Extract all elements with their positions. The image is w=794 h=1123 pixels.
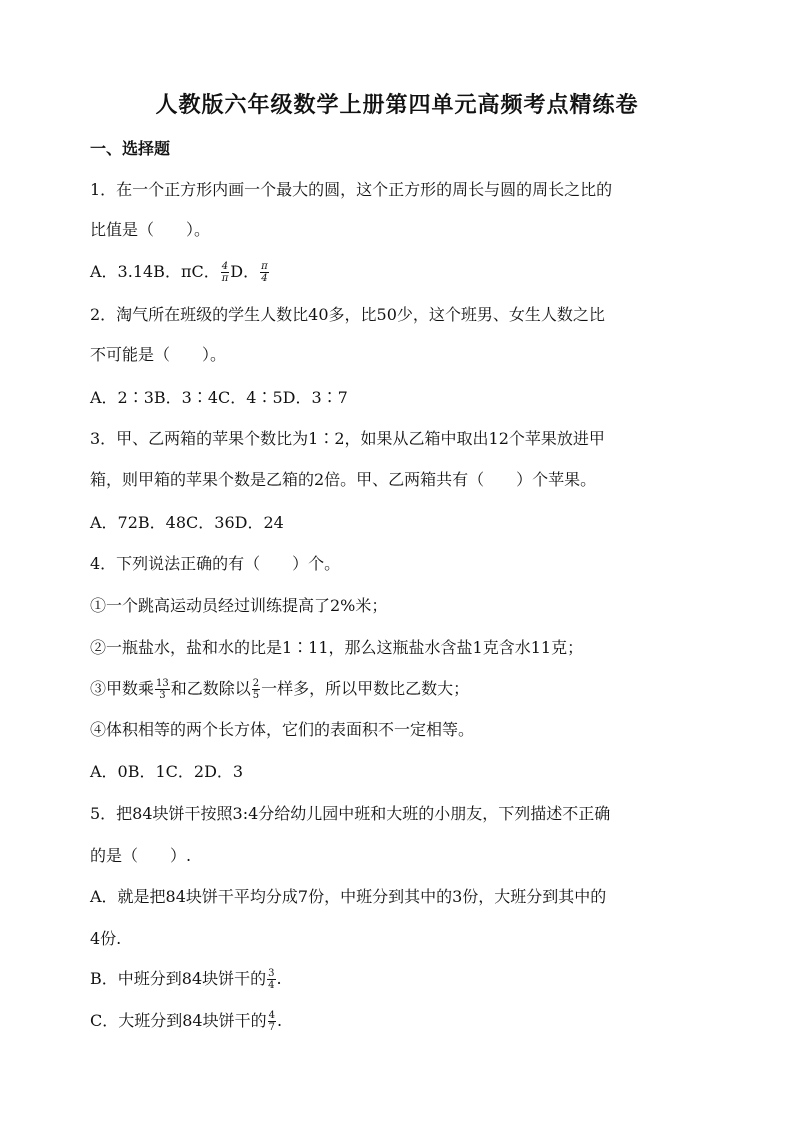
- q5-option-b-text: B．中班分到84块饼干的: [90, 969, 267, 988]
- q5-option-b-period: .: [276, 969, 282, 988]
- q5-option-c: [90, 1010, 282, 1033]
- q4-s3-text-b: 和乙数除以: [170, 679, 251, 698]
- fraction-denominator: 3: [159, 690, 166, 701]
- q4-stem: 4．下列说法正确的有（ ）个。: [90, 554, 341, 573]
- q4-s3-text-c: 一样多，所以甲数比乙数大；: [261, 679, 470, 698]
- q1-stem-line1: 1．在一个正方形内画一个最大的圆，这个正方形的周长与圆的周长之比的: [90, 180, 613, 199]
- q1-option-d-fraction: [260, 261, 269, 284]
- fraction-numerator: 4: [268, 1010, 275, 1021]
- q4-s3-text-a: ③甲数乘: [90, 679, 155, 698]
- q1-option-d-label: D．: [230, 262, 260, 281]
- q4-s3-fraction-1: [155, 678, 170, 701]
- q5-option-b: [90, 968, 282, 991]
- fraction-denominator: 7: [268, 1022, 275, 1033]
- fraction-denominator: 4: [261, 273, 268, 284]
- fraction-denominator: π: [221, 273, 229, 284]
- q1-options: [90, 261, 270, 284]
- q4-statement-4: ④体积相等的两个长方体，它们的表面积不一定相等。: [90, 720, 475, 739]
- q2-options: A．2∶3B．3∶4C．4∶5D．3∶7: [90, 388, 348, 407]
- section-heading: 一、选择题: [90, 139, 171, 158]
- q3-options: A．72B．48C．36D．24: [90, 513, 284, 532]
- q5-option-c-fraction: [268, 1010, 276, 1033]
- q2-stem-line1: 2．淘气所在班级的学生人数比40多，比50少，这个班男、女生人数之比: [90, 305, 605, 324]
- q4-statement-2: ②一瓶盐水，盐和水的比是1∶11，那么这瓶盐水含盐1克含水11克；: [90, 638, 584, 657]
- page-title: 人教版六年级数学上册第四单元高频考点精练卷: [155, 92, 639, 118]
- q4-s3-fraction-2: [252, 678, 260, 701]
- q5-option-c-text: C．大班分到84块饼干的: [90, 1011, 267, 1030]
- q5-option-a-line2: 4份.: [90, 929, 122, 948]
- q5-stem-line2: 的是（ ）.: [90, 846, 192, 865]
- q1-options-ab: A．3.14B．πC．: [90, 262, 220, 281]
- fraction-numerator: 4: [221, 261, 229, 272]
- fraction-numerator: 2: [252, 678, 260, 689]
- fraction-denominator: 4: [268, 980, 275, 991]
- q5-option-a-line1: A．就是把84块饼干平均分成7份，中班分到其中的3份，大班分到其中的: [90, 887, 607, 906]
- fraction-denominator: 5: [252, 690, 260, 701]
- q5-option-b-fraction: [267, 968, 275, 991]
- q3-stem-line2: 箱，则甲箱的苹果个数是乙箱的2倍。甲、乙两箱共有（ ）个苹果。: [90, 470, 597, 489]
- q2-stem-line2: 不可能是（ ）。: [90, 345, 227, 364]
- fraction-numerator: π: [261, 261, 268, 272]
- q3-stem-line1: 3．甲、乙两箱的苹果个数比为1∶2，如果从乙箱中取出12个苹果放进甲: [90, 429, 605, 448]
- fraction-numerator: 13: [156, 678, 169, 689]
- q4-statement-3: [90, 678, 469, 701]
- q4-options: A．0B．1C．2D．3: [90, 762, 244, 781]
- fraction-numerator: 3: [268, 968, 275, 979]
- q1-option-c-fraction: [221, 261, 230, 284]
- q4-statement-1: ①一个跳高运动员经过训练提高了2%米；: [90, 596, 388, 615]
- q5-option-c-period: .: [276, 1011, 283, 1030]
- q5-stem-line1: 5．把84块饼干按照3:4分给幼儿园中班和大班的小朋友，下列描述不正确: [90, 804, 611, 823]
- q1-stem-line2: 比值是（ ）。: [90, 220, 211, 239]
